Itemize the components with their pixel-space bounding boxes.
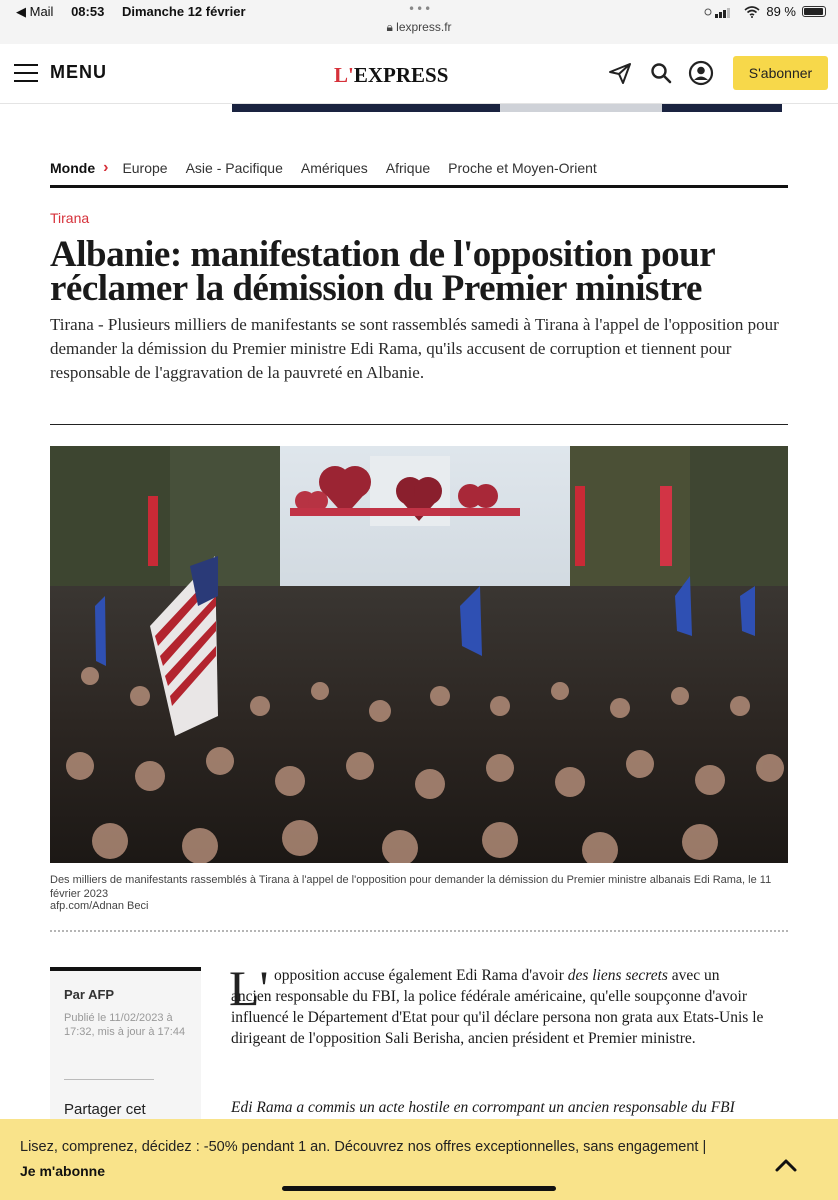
lock-icon: 🔒︎ — [386, 20, 397, 34]
status-date: Dimanche 12 février — [121, 4, 246, 19]
url-bar[interactable] — [0, 20, 838, 35]
tab-dots-icon[interactable]: ••• — [408, 2, 433, 16]
share-label: Partager cet — [64, 1101, 146, 1118]
promo-text: Lisez, comprenez, décidez : -50% pendant 1 an. Découvrez nos offres exceptionnelles, sans engagement | — [20, 1139, 707, 1155]
subscribe-button[interactable]: S'abonner — [733, 56, 828, 90]
site-header — [0, 44, 838, 104]
subscribe-cta[interactable]: Je m'abonne — [20, 1163, 106, 1179]
article-tag[interactable]: Tirana — [50, 210, 90, 226]
dotted-divider — [50, 930, 788, 932]
menu-button[interactable] — [14, 62, 107, 83]
status-time: 08:53 — [71, 4, 105, 19]
divider — [64, 1079, 154, 1080]
article-quote: Edi Rama a commis un acte hostile en corrompant un ancien responsable du FBI — [231, 1099, 735, 1116]
battery-icon — [802, 6, 826, 17]
article-headline: Albanie: manifestation de l'opposition pour réclamer la démission du Premier ministre — [50, 234, 715, 309]
hamburger-icon — [14, 64, 38, 82]
chevron-up-icon[interactable] — [772, 1155, 800, 1175]
search-icon[interactable] — [648, 60, 674, 86]
divider — [50, 424, 788, 425]
article-photo[interactable] — [50, 446, 788, 863]
ad-banner[interactable] — [232, 104, 782, 112]
section-nav-item[interactable]: Proche et Moyen-Orient — [448, 159, 597, 176]
byline[interactable]: Par AFP — [64, 987, 115, 1002]
battery-percent: 89 % — [766, 4, 796, 19]
section-nav-item[interactable]: Afrique — [385, 159, 431, 176]
section-nav — [50, 150, 788, 188]
status-right — [704, 4, 826, 19]
section-nav-item[interactable]: Europe — [122, 159, 168, 176]
url-text: lexpress.fr — [396, 20, 452, 34]
photo-caption: Des milliers de manifestants rassemblés à Tirana à l'appel de l'opposition pour demander la démission du Premier ministre albanais Edi Rama, le 11 février 2023 — [50, 874, 772, 900]
publish-date: Publié le 11/02/2023 à 17:32, mis à jour à 17:44 — [64, 1012, 186, 1038]
wifi-icon — [744, 6, 760, 18]
ios-status-bar — [0, 0, 838, 44]
send-icon[interactable] — [607, 60, 633, 86]
linked-phrase[interactable]: des liens secrets — [567, 967, 668, 984]
section-nav-item[interactable]: Asie - Pacifique — [185, 159, 283, 176]
account-icon[interactable] — [688, 60, 714, 86]
drop-cap: L' — [229, 960, 269, 1016]
chevron-right-icon: › — [103, 158, 109, 176]
menu-label: MENU — [50, 62, 107, 82]
photo-credit: afp.com/Adnan Beci — [50, 900, 149, 912]
article-lede: Tirana - Plusieurs milliers de manifestants se sont rassemblés samedi à Tirana à l'appel de l'opposition pour demander la démission du Premier ministre Edi Rama, qu'ils accusent de corruption et tiennent pour responsable de l'aggravation de la pauvreté en Albanie. — [50, 315, 779, 382]
section-nav-item[interactable]: Amériques — [300, 159, 368, 176]
article-paragraph: opposition accuse également Edi Rama d'avoir des liens secrets avec un ancien responsable du FBI, la police fédérale américaine, qu'elle soupçonne d'avoir influencé le Département d'Etat pour qu'il déclare persona non grata aux Etats-Unis le dirigeant de l'opposition Sali Berisha, ancien président et Premier ministre. — [231, 967, 764, 1047]
home-indicator[interactable] — [282, 1186, 556, 1191]
status-left — [16, 4, 260, 20]
signal-icon — [704, 6, 738, 18]
back-to-mail-link[interactable]: ◀ Mail — [16, 4, 54, 19]
section-nav-active[interactable]: Monde — [50, 159, 96, 176]
site-logo[interactable]: L'EXPRESS — [334, 63, 449, 87]
